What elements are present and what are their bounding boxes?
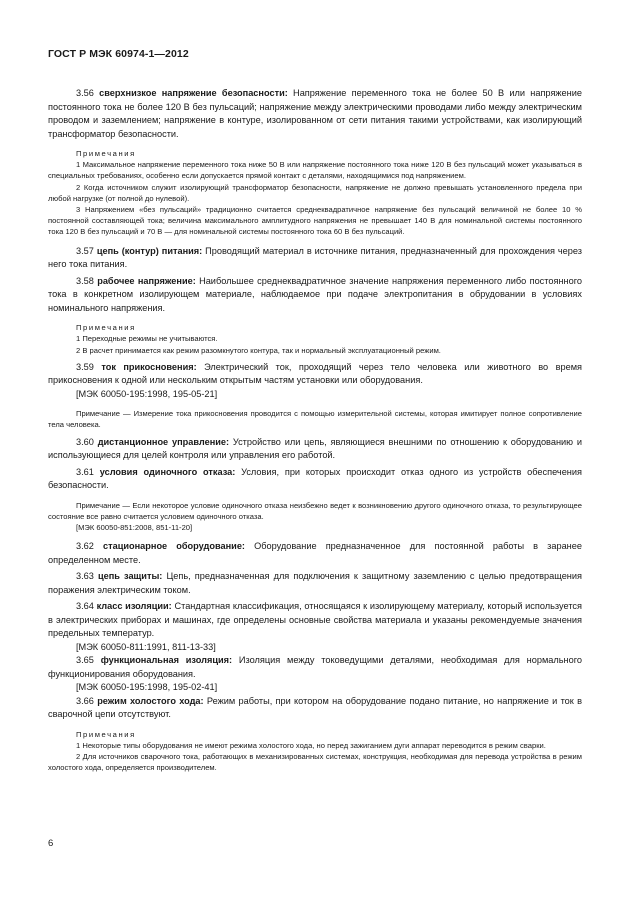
- note-item: 2 Для источников сварочного тока, работающих в механизированных системах, конструкция, необходимая для перевода устройства в режим холостого хода, определяется производителем.: [48, 752, 582, 773]
- notes-heading: Примечания: [76, 323, 136, 333]
- term-title: ток прикосновения:: [101, 361, 197, 372]
- note-inline: Примечание — Измерение тока прикосновения проводится с помощью измерительной системы, которая имитирует полное сопротивление тела человека.: [48, 409, 582, 430]
- notes-heading: Примечания: [76, 729, 136, 739]
- term-title: цепь защиты:: [97, 571, 163, 582]
- note-item: 1 Переходные режимы не учитываются.: [76, 334, 218, 344]
- term-title: стационарное оборудование:: [103, 541, 245, 552]
- reference: [МЭК 60050-195:1998, 195-05-21]: [76, 388, 218, 399]
- note-item: 3 Напряжением «без пульсаций» традиционно считается среднеквадратичное напряжение без пульсаций величиной не более 10 % постоянной составляющей тока; величина максимального амплитудного напряжения не превышает 140 В для номинальной системы постоянного тока 120 В без пульсаций и 70 В — для номинальной системы постоянного тока 60 В без пульсаций.: [48, 205, 582, 237]
- term-title: цепь (контур) питания:: [96, 245, 203, 256]
- term-3-65: 3.65 функциональная изоляция: Изоляция между токоведущими деталями, необходимая для нормального функционирования оборудования.: [48, 655, 582, 679]
- term-3-59: 3.59 ток прикосновения: Электрический ток, проходящий через тело человека или животного во время прикосновения к одной или нескольким открытым частям установки или оборудования.: [48, 361, 582, 386]
- term-3-62: 3.62 стационарное оборудование: Оборудование предназначенное для постоянной работы в заранее определенном месте.: [48, 541, 582, 565]
- standard-header: ГОСТ Р МЭК 60974-1—2012: [48, 48, 189, 60]
- term-3-63: 3.63 цепь защиты: Цепь, предназначенная для подключения к защитному заземлению с целью предотвращения поражения электрическим током.: [48, 571, 582, 595]
- page-number: 6: [48, 838, 54, 849]
- term-title: рабочее напряжение:: [97, 275, 196, 286]
- term-title: функциональная изоляция:: [100, 655, 233, 666]
- reference: [МЭК 60050-851:2008, 851-11-20]: [76, 523, 193, 533]
- term-3-64: 3.64 класс изоляции: Стандартная классификация, относящаяся к изолирующему материалу, который используется в электрических приборах и машинах, где определены основные свойства материала и указаны рекомендуемые значения предельных температур.: [48, 601, 582, 639]
- term-title: класс изоляции:: [96, 601, 172, 612]
- term-title: сверхнизкое напряжение безопасности:: [99, 88, 288, 98]
- note-inline: Примечание — Если некоторое условие одиночного отказа неизбежно ведет к возникновению другого одиночного отказа, то результирующее состояние все равно считается условием одиночного отказа.: [48, 500, 582, 521]
- term-3-60: 3.60 дистанционное управление: Устройство или цепь, являющиеся внешними по отношению к оборудованию и использующиеся для целей контроля или управления его работой.: [48, 436, 582, 461]
- note-item: 1 Максимальное напряжение переменного тока ниже 50 В или напряжение постоянного тока ниже 120 В без пульсаций может указываться в специальных требованиях, особенно если допускается прямой контакт с деталями, находящимися под напряжением.: [48, 160, 582, 181]
- notes-heading: Примечания: [76, 149, 136, 158]
- term-title: условия одиночного отказа:: [99, 466, 236, 477]
- reference: [МЭК 60050-811:1991, 811-13-33]: [76, 641, 216, 652]
- term-3-66: 3.66 режим холостого хода: Режим работы, при котором на оборудование подано питание, но напряжение и ток в сварочной цепи отсутствуют.: [48, 695, 582, 720]
- term-title: дистанционное управление:: [97, 436, 230, 447]
- note-item: 2 Когда источником служит изолирующий трансформатор безопасности, напряжение не должно превышать установленного предела при любой нагрузке (от полной до нулевой).: [48, 182, 582, 203]
- term-3-57: 3.57 цепь (контур) питания: Проводящий материал в источнике питания, предназначенный для прохождения через него тока питания.: [48, 245, 582, 270]
- reference: [МЭК 60050-195:1998, 195-02-41]: [76, 682, 218, 693]
- note-item: 1 Некоторые типы оборудования не имеют режима холостого хода, но перед зажиганием дуги аппарат переводится в режим сварки.: [76, 740, 546, 750]
- term-3-58: 3.58 рабочее напряжение: Наибольшее среднеквадратичное значение напряжения переменного либо постоянного тока в конкретном изолирующем материале, наблюдаемое при подаче электропитания в обрудовании в условиях номинального напряжения.: [48, 275, 582, 313]
- note-item: 2 В расчет принимается как режим разомкнутого контура, так и нормальный эксплуатационный режим.: [76, 345, 441, 355]
- term-3-56: 3.56 сверхнизкое напряжение безопасности: Напряжение переменного тока не более 50 В или напряжение постоянного тока не более 120 В без пульсаций; напряжение между электрическими проводами либо между электрическим проводом и заземлением; напряжение в контуре, изолированном от сети питания такими устройствами, как изолирующий трансформатор безопасности.: [48, 88, 582, 139]
- term-3-61: 3.61 условия одиночного отказа: Условия, при которых происходит отказ одного из устройств обеспечения безопасности.: [48, 466, 582, 491]
- term-title: режим холостого хода:: [97, 695, 204, 706]
